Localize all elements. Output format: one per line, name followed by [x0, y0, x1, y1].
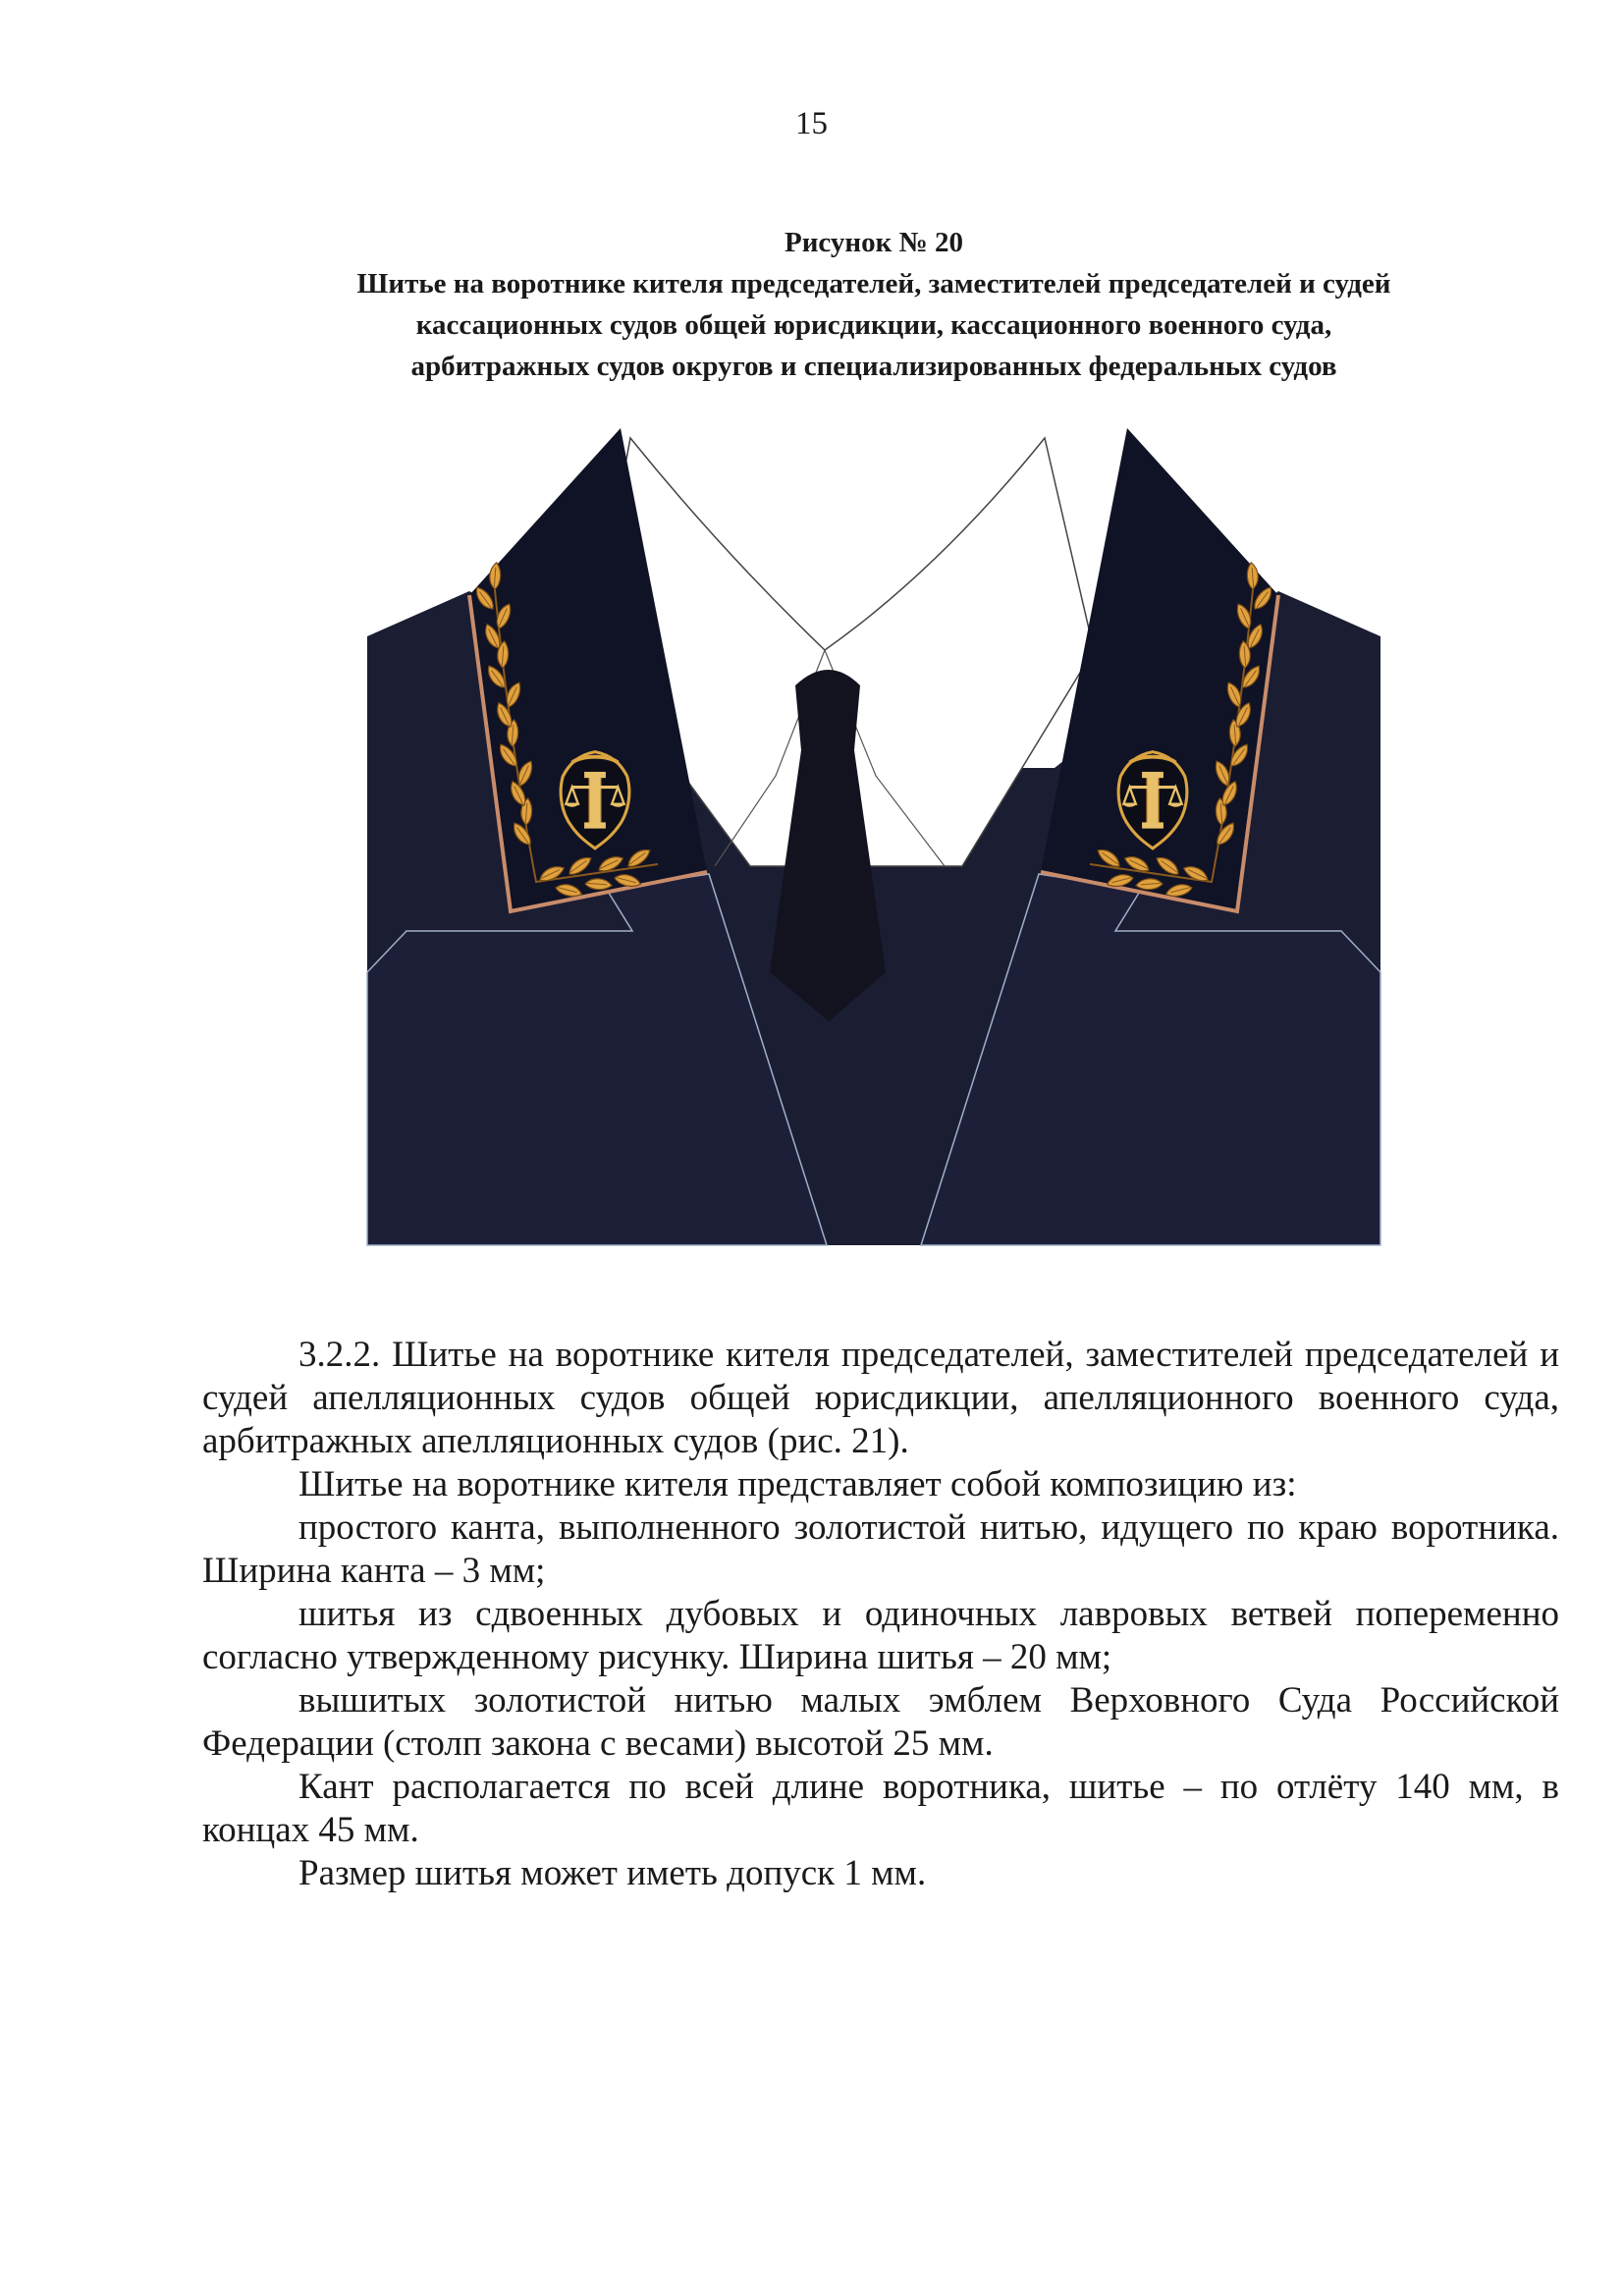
figure-title: [236, 263, 1512, 387]
body-text: [202, 1334, 1559, 1895]
paragraph-3-2-2: 3.2.2. Шитье на воротнике кителя председателей, заместителей председателей и судей апелляционных судов общей юрисдикции, апелляционного военного суда, арбитражных апелляционных судов (рис. 21).: [202, 1335, 1559, 1461]
paragraph: Размер шитья может иметь допуск 1 мм.: [298, 1853, 927, 1893]
figure-title-line: кассационных судов общей юрисдикции, кассационного военного суда,: [415, 309, 1332, 341]
figure-title-line: арбитражных судов округов и специализированных федеральных судов: [410, 351, 1337, 382]
figure-number: Рисунок № 20: [784, 227, 963, 258]
page-number: 15: [795, 106, 828, 141]
paragraph: Шитье на воротнике кителя представляет собой композицию из:: [298, 1464, 1297, 1504]
paragraph: Кант располагается по всей длине воротника, шитье – по отлёту 140 мм, в концах 45 мм.: [202, 1767, 1559, 1850]
tie-knot: [795, 670, 860, 750]
paragraph: вышитых золотистой нитью малых эмблем Верховного Суда Российской Федерации (столп закона с весами) высотой 25 мм.: [202, 1680, 1559, 1764]
figure-title-line: Шитье на воротнике кителя председателей, заместителей председателей и судей: [356, 268, 1391, 300]
paragraph: шитья из сдвоенных дубовых и одиночных лавровых ветвей попеременно согласно утвержденному рисунку. Ширина шитья – 20 мм;: [202, 1594, 1559, 1677]
paragraph: простого канта, выполненного золотистой нитью, идущего по краю воротника. Ширина канта – 3 мм;: [202, 1507, 1559, 1591]
collar-embroidery-illustration: [363, 422, 1384, 1247]
